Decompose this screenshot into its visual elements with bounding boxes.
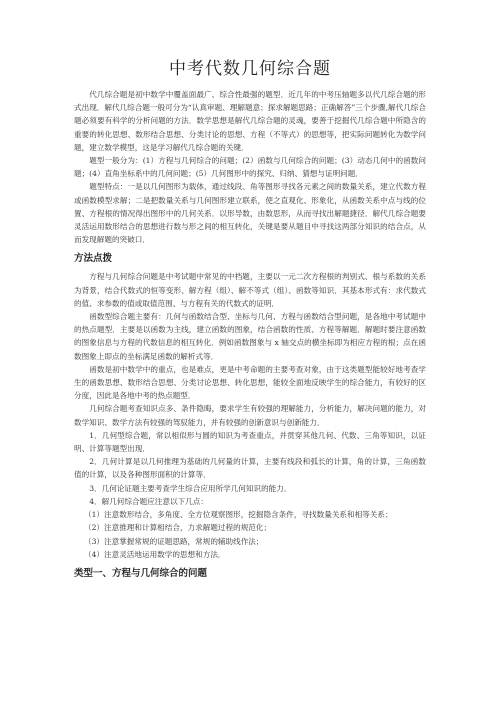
method-paragraph: （2）注意推理和计算相结合，力求解题过程的规范化； bbox=[84, 523, 272, 533]
method-paragraph: 4．解几何综合题应注意以下几点： bbox=[89, 496, 208, 506]
method-section-body bbox=[74, 270, 426, 560]
section-heading-type-one: 类型一、方程与几何综合的问题 bbox=[74, 567, 208, 579]
section-heading-method: 方法点拨 bbox=[74, 253, 113, 265]
method-paragraph: 2．几何计算是以几何推理为基础的几何量的计算，主要有线段和弧长的计算，角的计算，三角函数值的计算，以及各种图形面积的计算等． bbox=[74, 457, 426, 480]
method-paragraph: 方程与几何综合问题是中考试题中常见的中档题，主要以一元二次方程根的判别式、根与系数的关系为背景，结合代数式的恒等变形、解方程（组）、解不等式（组）、函数等知识．其基本形式有：求代数式的值、求参数的值或取值范围、与方程有关的代数式的证明． bbox=[74, 272, 426, 308]
document-title: 中考代数几何综合题 bbox=[169, 59, 331, 79]
intro-paragraph: 题型特点：一是以几何图形为载体，通过线段、角等图形寻找各元素之间的数量关系，建立代数方程或函数模型求解；二是把数量关系与几何图形建立联系，使之直观化、形象化，从函数关系中点与线的位置、方程根的情况得出图形中的几何关系．以形导数，由数思形，从而寻找出解题捷径．解代几综合题要灵活运用数形结合的思想进行数与形之间的相互转化，关键是要从题目中寻找这两部分知识的结合点，从而发现解题的突破口． bbox=[74, 182, 426, 245]
method-paragraph: （4）注意灵活地运用数学的思想和方法． bbox=[84, 549, 226, 559]
method-paragraph: 函数型综合题主要有：几何与函数结合型、坐标与几何、方程与函数结合型问题，是各地中考试题中的热点题型．主要是以函数为主线，建立函数的图象，结合函数的性质、方程等解题．解题时要注意函数的图象信息与方程的代数信息的相互转化．例如函数图象与 x 轴交点的横坐标即为相应方程的根；点在函数图象上即点的坐标满足函数的解析式等． bbox=[74, 312, 426, 361]
method-paragraph: （3）注意掌握常规的证题思路，常规的辅助线作法； bbox=[84, 536, 264, 546]
document-page bbox=[74, 58, 426, 585]
method-paragraph: 1．几何型综合题，常以相似形与圆的知识为考查重点，并贯穿其他几何、代数、三角等知识，以证明、计算等题型出现． bbox=[74, 430, 426, 454]
method-paragraph: 函数是初中数学中的重点，也是难点，更是中考命题的主要考查对象，由于这类题型能较好地考查学生的函数思想、数形结合思想、分类讨论思想、转化思想，能较全面地反映学生的综合能力，有较好的区分度，因此是各地中考的热点题型． bbox=[74, 364, 426, 401]
method-paragraph: 几何综合题考查知识点多、条件隐晦，要求学生有较强的理解能力，分析能力，解决问题的能力，对数学知识、数学方法有较强的驾驭能力，并有较强的创新意识与创新能力． bbox=[74, 404, 426, 427]
method-paragraph: 3．几何论证题主要考查学生综合应用所学几何知识的能力． bbox=[89, 483, 292, 493]
intro-paragraph: 代几综合题是初中数学中覆盖面最广、综合性最强的题型．近几年的中考压轴题多以代几综合题的形式出现．解代几综合题一般可分为“认真审题、理解题意；探求解题思路；正确解答”三个步骤,解代几综合题必须要有科学的分析问题的方法．数学思想是解代几综合题的灵魂，要善于挖掘代几综合题中所隐含的重要的转化思想、数形结合思想、分类讨论的思想、方程（不等式）的思想等，把实际问题转化为数学问题，建立数学模型，这是学习解代几综合题的关键． bbox=[74, 90, 426, 152]
intro-paragraph: 题型一般分为：(1）方程与几何综合的问题；(2）函数与几何综合的问题；(3）动态几何中的函数问题；(4）直角坐标系中的几何问题；(5）几何图形中的探究、归纳、猜想与证明问题． bbox=[74, 156, 426, 179]
method-paragraph: （1）注意数形结合，多角度、全方位观察图形，挖掘隐含条件，寻找数量关系和相等关系； bbox=[84, 510, 393, 520]
